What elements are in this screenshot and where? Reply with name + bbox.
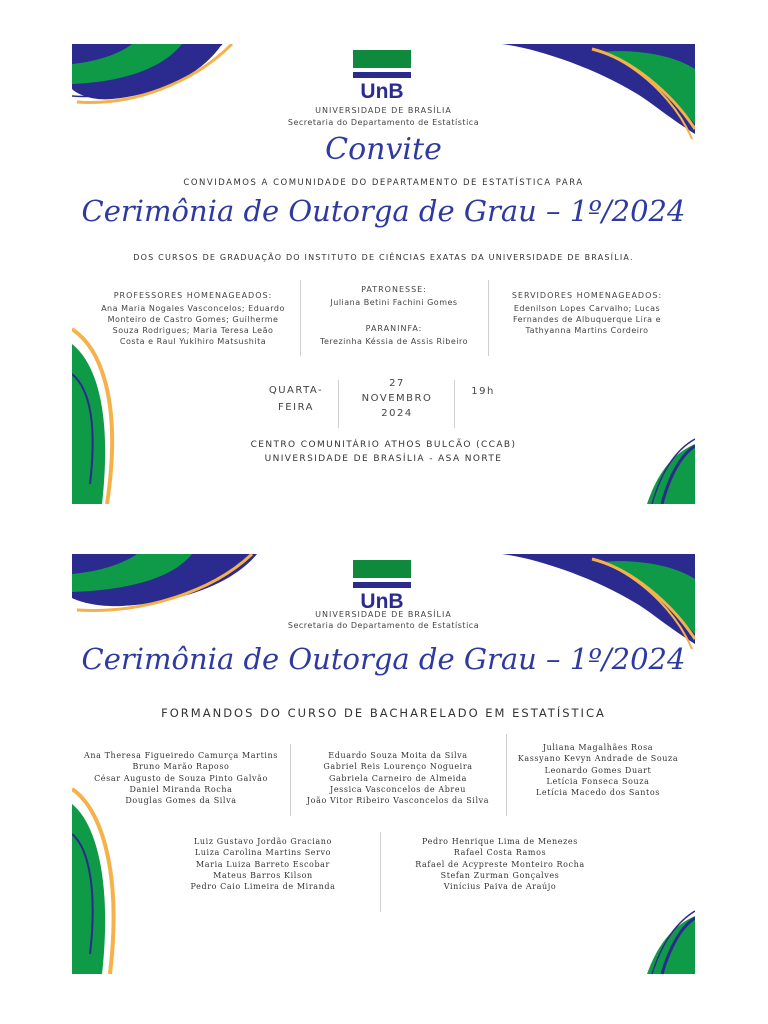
convite-heading: Convite <box>325 132 442 167</box>
graduate-name: Letícia Macedo dos Santos <box>536 788 660 798</box>
graduate-name: Ana Theresa Figueiredo Camurça Martins <box>83 751 279 760</box>
divider <box>380 832 381 912</box>
names-column-3 <box>506 742 690 798</box>
graduate-name: Gabriela Carneiro de Almeida <box>329 773 467 783</box>
ceremony-title: Cerimônia de Outorga de Grau – 1º/2024 <box>81 194 686 228</box>
place-line-2: UNIVERSIDADE DE BRASÍLIA - ASA NORTE <box>264 454 503 464</box>
graduate-name: Pedro Henrique Lima de Menezes <box>422 837 578 846</box>
weekday <box>248 382 344 416</box>
servidores-line: Tathyanna Martins Cordeiro <box>525 326 649 335</box>
university-name: UNIVERSIDADE DE BRASÍLIA <box>315 610 452 619</box>
event-date <box>344 376 450 421</box>
graduate-name: Juliana Magalhães Rosa <box>542 743 654 752</box>
divider <box>300 280 301 356</box>
graduate-name: João Vitor Ribeiro Vasconcelos da Silva <box>306 796 490 806</box>
graduate-name: Leonardo Gomes Duart <box>544 765 652 775</box>
invitation-card <box>72 44 695 504</box>
graduate-name: Kassyano Kevyn Andrade de Souza <box>517 754 679 764</box>
professores-title: PROFESSORES HOMENAGEADOS: <box>113 291 273 300</box>
divider <box>454 380 455 428</box>
servidores-line: Edenilson Lopes Carvalho; Lucas <box>513 304 661 313</box>
names-column-1 <box>72 750 290 806</box>
graduate-name: Mateus Barros Kilson <box>213 870 313 880</box>
secretaria-name: Secretaria do Departamento de Estatística <box>287 621 480 630</box>
unb-logo-text: UnB <box>360 590 404 613</box>
place-line-1: CENTRO COMUNITÁRIO ATHOS BULCÃO (CCAB) <box>250 440 517 450</box>
graduate-name: Luiz Gustavo Jordão Graciano <box>194 837 332 846</box>
paraninfa-name: Terezinha Késsia de Assis Ribeiro <box>319 337 469 346</box>
servidores-section <box>496 290 678 336</box>
graduate-name: Stefan Zurman Gonçalves <box>440 870 560 880</box>
graduate-name: Rafael de Acypreste Monteiro Rocha <box>415 859 585 869</box>
graduate-name: Maria Luiza Barreto Escobar <box>196 859 330 869</box>
divider <box>338 380 339 428</box>
unb-logo-mark <box>353 50 411 78</box>
secretaria-name: Secretaria do Departamento de Estatística <box>287 118 480 127</box>
date-day: 27 <box>389 378 405 389</box>
names-column-4 <box>152 836 374 892</box>
patronesse-title: PATRONESSE: <box>361 285 427 294</box>
professores-line: Costa e Raul Yukihiro Matsushita <box>119 337 267 346</box>
professores-line: Monteiro de Castro Gomes; Guilherme <box>107 315 279 324</box>
servidores-title: SERVIDORES HOMENAGEADOS: <box>511 291 663 300</box>
convidamos-text: CONVIDAMOS A COMUNIDADE DO DEPARTAMENTO DE ESTATÍSTICA PARA <box>183 178 584 188</box>
date-month: NOVEMBRO <box>361 393 433 404</box>
graduate-name: Jessica Vasconcelos de Abreu <box>330 784 466 794</box>
graduate-name: Bruno Marão Raposo <box>132 762 230 772</box>
unb-logo-text: UnB <box>360 80 404 103</box>
cursos-text: DOS CURSOS DE GRADUAÇÃO DO INSTITUTO DE CIÊNCIAS EXATAS DA UNIVERSIDADE DE BRASÍLIA. <box>133 253 634 262</box>
professores-line: Ana Maria Nogales Vasconcelos; Eduardo <box>101 304 285 313</box>
weekday-line: QUARTA- <box>268 385 324 396</box>
graduate-name: Rafael Costa Ramos <box>453 848 547 858</box>
graduate-name: Vinícius Paiva de Araújo <box>443 882 557 892</box>
graduates-card <box>72 554 695 1014</box>
graduate-name: Eduardo Souza Moita da Silva <box>328 751 468 760</box>
graduate-name: Gabriel Reis Lourenço Nogueira <box>323 762 473 772</box>
graduate-name: Luiza Carolina Martins Servo <box>194 848 332 858</box>
graduate-name: Letícia Fonseca Souza <box>546 776 650 786</box>
professores-line: Souza Rodrigues; Maria Teresa Leão <box>112 326 274 335</box>
unb-logo-mark <box>353 560 411 588</box>
graduate-name: Douglas Gomes da Silva <box>125 796 237 806</box>
professores-section <box>94 290 292 347</box>
graduate-name: Daniel Miranda Rocha <box>129 784 233 794</box>
university-name: UNIVERSIDADE DE BRASÍLIA <box>315 106 452 115</box>
servidores-line: Fernandes de Albuquerque Lira e <box>512 315 662 324</box>
paraninfa-title: PARANINFA: <box>365 324 423 333</box>
patronesse-section <box>308 284 480 347</box>
graduate-name: César Augusto de Souza Pinto Galvão <box>94 773 268 783</box>
patronesse-name: Juliana Betini Fachini Gomes <box>330 298 458 307</box>
graduate-name: Pedro Caio Limeira de Miranda <box>190 882 336 892</box>
unb-logo <box>353 50 411 102</box>
unb-logo <box>353 560 411 612</box>
weekday-line: FEIRA <box>278 402 314 413</box>
date-year: 2024 <box>381 408 413 419</box>
divider <box>488 280 489 356</box>
graduates-subtitle: FORMANDOS DO CURSO DE BACHARELADO EM ESTATÍSTICA <box>161 706 606 720</box>
names-column-2 <box>290 750 506 806</box>
names-column-5 <box>388 836 612 892</box>
event-time: 19h <box>471 386 495 397</box>
ceremony-title: Cerimônia de Outorga de Grau – 1º/2024 <box>81 642 686 676</box>
